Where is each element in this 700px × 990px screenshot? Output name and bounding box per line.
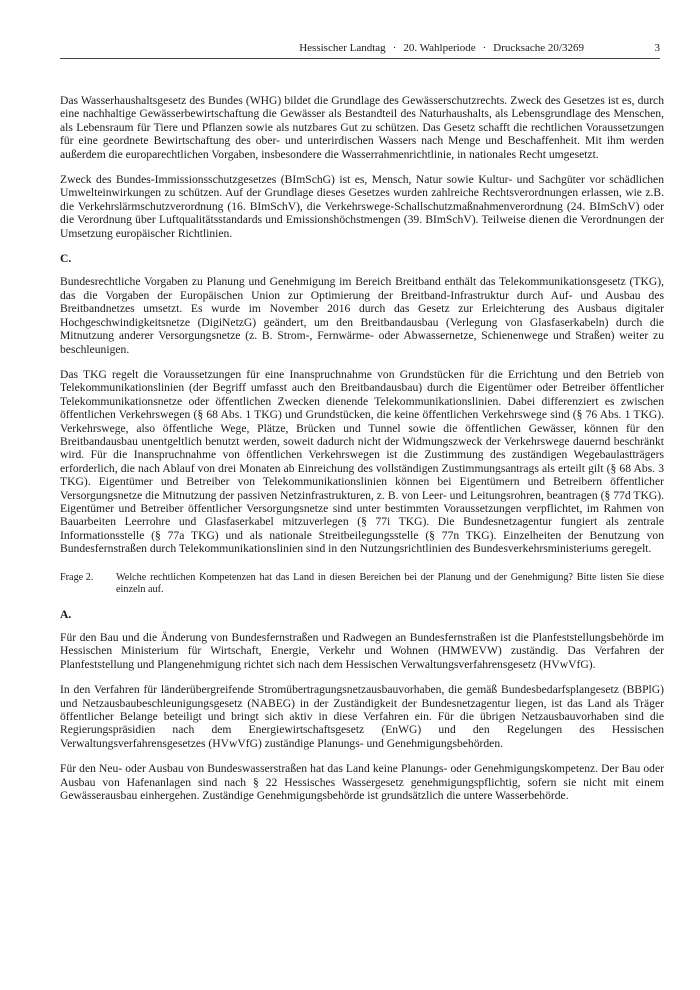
header-publisher: Hessischer Landtag: [299, 42, 386, 54]
document-body: [60, 94, 664, 814]
paragraph-whg: Das Wasserhaushaltsgesetz des Bundes (WHG) bildet die Grundlage des Gewässerschutzrechts. Zweck des Gesetzes ist es, durch eine nachhaltige Gewässerbewirtschaftung die Gewässer als Bestandteil des Naturhaushalts, als Lebensgrundlage des Menschen, als Lebensraum für Tiere und Pflanzen sowie als nutzbares Gut zu schützen. Das Gesetz schafft die rechtlichen Voraussetzungen für eine geordnete Bewirtschaftung des ober- und unterirdischen Wassers nach Menge und Beschaffenheit. Mit ihm werden außerdem die europarechtlichen Vorgaben, insbesondere die Wasserrahmenrichtlinie, in nationales Recht umgesetzt.: [60, 94, 664, 161]
question-text: Welche rechtlichen Kompetenzen hat das Land in diesen Bereichen bei der Planung und der Genehmigung? Bitte listen Sie diese einzeln auf.: [116, 571, 664, 595]
section-heading-c: C.: [60, 252, 72, 266]
page-number: 3: [654, 42, 660, 54]
question-block: [60, 572, 664, 596]
header-document-number: Drucksache 20/3269: [493, 42, 584, 54]
running-header: [60, 40, 660, 59]
section-heading-a: A.: [60, 607, 72, 621]
header-separator: ·: [392, 42, 397, 54]
paragraph-bimschg: Zweck des Bundes-Immissionsschutzgesetzes (BImSchG) ist es, Mensch, Natur sowie Kultur- und Sachgüter vor schädlichen Umwelteinwirkungen zu schützen. Auf der Grundlage dieses Gesetzes wurden zahlreiche Rechtsverordnungen erlassen, wie z.B. die Verkehrslärmschutzverordnung (16. BImSchV), die Verkehrswege-Schallschutzmaßnahmenverordnung (24. BImSchV) oder die Verordnung über Luftqualitätsstandards und Emissionshöchstmengen (39. BImSchV). Teilweise dienen die Verordnungen der Umsetzung europäischer Richtlinien.: [60, 173, 664, 240]
paragraph-tkg-intro: Bundesrechtliche Vorgaben zu Planung und Genehmigung im Bereich Breitband enthält das Telekommunikationsgesetz (TKG), das die Vorgaben der Europäischen Union zur Optimierung der Breitband-Infrastruktur durch Auf- und Ausbau des Breitbandnetzes umsetzt. Es wurde im November 2016 durch das Gesetz zur Erleichterung des Ausbaus digitaler Hochgeschwindigkeitsnetze (DigiNetzG) geändert, um den Breitbandausbau (Verlegung von Glasfaserkabeln) durch die Mitnutzung anderer Versorgungsnetze (z. B. Strom-, Fernwärme- oder Abwassernetze, Schienenwege und Straßen) weiter zu beschleunigen.: [60, 275, 664, 356]
question-number: Frage 2.: [60, 571, 94, 583]
paragraph-tkg-details: Das TKG regelt die Voraussetzungen für eine Inanspruchnahme von Grundstücken für die Errichtung und den Betrieb von Telekommunikationslinien (der Begriff umfasst auch den Breitbandausbau) durch die Eigentümer oder Betreiber öffentlicher Telekommunikationsnetze oder öffentlichen Zwecken dienende Telekommunikationslinien. Dabei differenziert es zwischen öffentlichen Verkehrswegen (§ 68 Abs. 1 TKG) und Grundstücken, die keine öffentlichen Verkehrswege sind (§ 76 Abs. 1 TKG). Verkehrswege, also öffentliche Wege, Plätze, Brücken und Tunnel sowie die öffentlichen Gewässer, können für den Breitbandausbau unentgeltlich benutzt werden, soweit dadurch nicht der Widmungszweck der Verkehrswege dauernd beschränkt wird. Für die Inanspruchnahme von öffentlichen Verkehrswegen ist die Zustimmung des zuständigen Wegebaulastträgers erforderlich, die nach Ablauf von drei Monaten ab Einreichung des vollständigen Zustimmungsantrags als erteilt gilt (§ 68 Abs. 3 TKG). Eigentümer und Betreiber von Telekommunikationslinien können bei Eigentümern und Betreibern öffentlicher Versorgungsnetze die Mitnutzung der passiven Netzinfrastrukturen, z. B. von Leer- und Leitungsrohren, beantragen (§ 77d TKG). Eigentümer und Betreiber öffentlicher Versorgungsnetze sind unter bestimmten Voraussetzungen verpflichtet, im Rahmen von Bauarbeiten Leerrohre und Glasfaserkabel mitzuverlegen (§ 77i TKG). Die Bundesnetzagentur fungiert als zentrale Informationsstelle (§ 77a TKG) und als nationale Streitbeilegungsstelle (§ 77n TKG). Einzelheiten der Benutzung von Bundesfernstraßen durch Telekommunikationslinien sind in den Nutzungsrichtlinien des Bundesverkehrsministeriums geregelt.: [60, 367, 664, 556]
paragraph-bundesfernstrassen: Für den Bau und die Änderung von Bundesfernstraßen und Radwegen an Bundesfernstraßen ist die Planfeststellungsbehörde im Hessischen Ministerium für Wirtschaft, Energie, Verkehr und Wohnen (HMWEVW) zuständig. Das Verfahren der Planfeststellung und Plangenehmigung richtet sich nach dem Hessischen Verwaltungsverfahrensgesetz (HVwVfG).: [60, 631, 664, 671]
header-separator: ·: [482, 42, 487, 54]
header-meta: [60, 41, 600, 55]
paragraph-stromnetz: In den Verfahren für länderübergreifende Stromübertragungsnetzausbauvorhaben, die gemäß Bundesbedarfsplangesetz (BBPlG) und Netzausbaubeschleunigungsgesetz (NABEG) in der Zuständigkeit der Bundesnetzagentur liegen, ist das Land als Träger öffentlicher Belange beteiligt und bringt sich aktiv in diese Verfahren ein. Für die übrigen Netzausbauvorhaben sind die Regierungspräsidien nach dem Energiewirtschaftsgesetz (EnWG) und den Regelungen des Hessischen Verwaltungsverfahrensgesetzes (HVwVfG) zuständige Planungs- und Genehmigungsbehörden.: [60, 683, 664, 750]
paragraph-wasserstrassen: Für den Neu- oder Ausbau von Bundeswasserstraßen hat das Land keine Planungs- oder Genehmigungskompetenz. Der Bau oder Ausbau von Hafenanlagen sind nach § 22 Hessisches Wassergesetz genehmigungspflichtig, sofern sie nicht mit einem Gewässerausbau einhergehen. Zuständige Genehmigungsbehörde ist grundsätzlich die untere Wasserbehörde.: [60, 762, 664, 803]
header-period: 20. Wahlperiode: [403, 42, 476, 54]
